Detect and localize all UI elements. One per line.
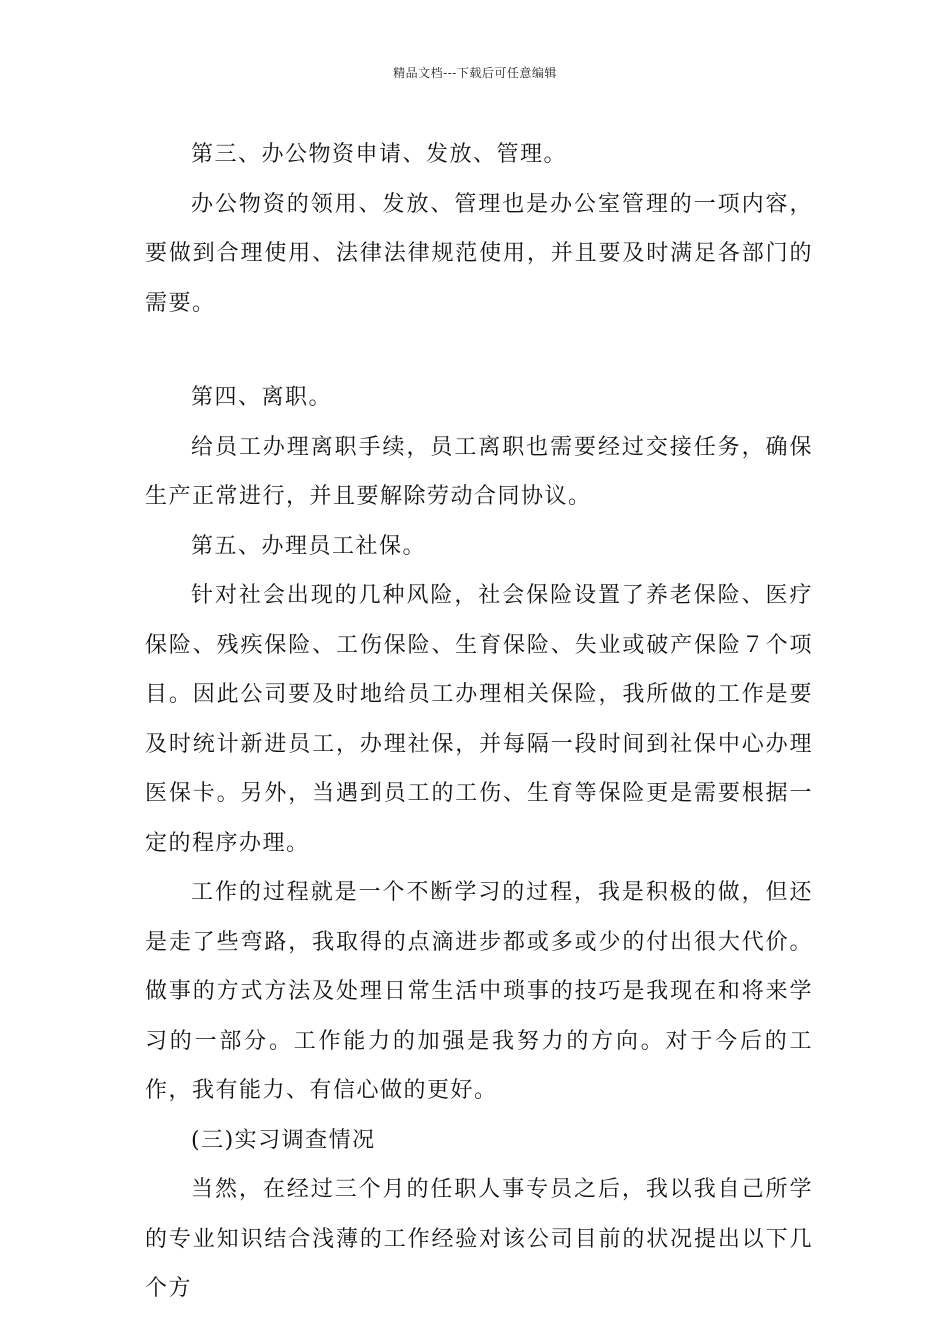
heading-fourth-resignation: 第四、离职。 xyxy=(191,385,333,410)
heading-third-office-supplies: 第三、办公物资申请、发放、管理。 xyxy=(191,142,568,167)
document-body xyxy=(145,130,813,1314)
paragraph-work-reflection: 工作的过程就是一个不断学习的过程，我是积极的做，但还是走了些弯路，我取得的点滴进步都或多或少的付出很大代价。做事的方式方法及处理日常生活中琐事的技巧是我现在和将来学习的一部分。工作能力的加强是我努力的方向。对于今后的工作，我有能力、有信心做的更好。 xyxy=(145,880,813,1103)
paragraph-internship-survey: 当然，在经过三个月的任职人事专员之后，我以我自己所学的专业知识结合浅薄的工作经验对该公司目前的状况提出以下几个方 xyxy=(145,1177,813,1301)
paragraph-office-supplies: 办公物资的领用、发放、管理也是办公室管理的一项内容，要做到合理使用、法律法律规范使用，并且要及时满足各部门的需要。 xyxy=(145,191,813,316)
paragraph-spacer xyxy=(145,328,813,373)
paragraph-resignation: 给员工办理离职手续，员工离职也需要经过交接任务，确保生产正常进行，并且要解除劳动合同协议。 xyxy=(145,434,813,509)
page-header: 精品文档---下载后可任意编辑 xyxy=(393,66,557,80)
heading-fifth-social-insurance: 第五、办理员工社保。 xyxy=(191,533,427,559)
heading-internship-survey: (三)实习调查情况 xyxy=(191,1127,376,1153)
paragraph-social-insurance: 针对社会出现的几种风险，社会保险设置了养老保险、医疗保险、残疾保险、工伤保险、生育保险、失业或破产保险７个项目。因此公司要及时地给员工办理相关保险，我所做的工作是要及时统计新进员工，办理社保，并每隔一段时间到社保中心办理医保卡。另外，当遇到员工的工伤、生育等保险更是需要根据一定的程序办理。 xyxy=(145,583,813,856)
